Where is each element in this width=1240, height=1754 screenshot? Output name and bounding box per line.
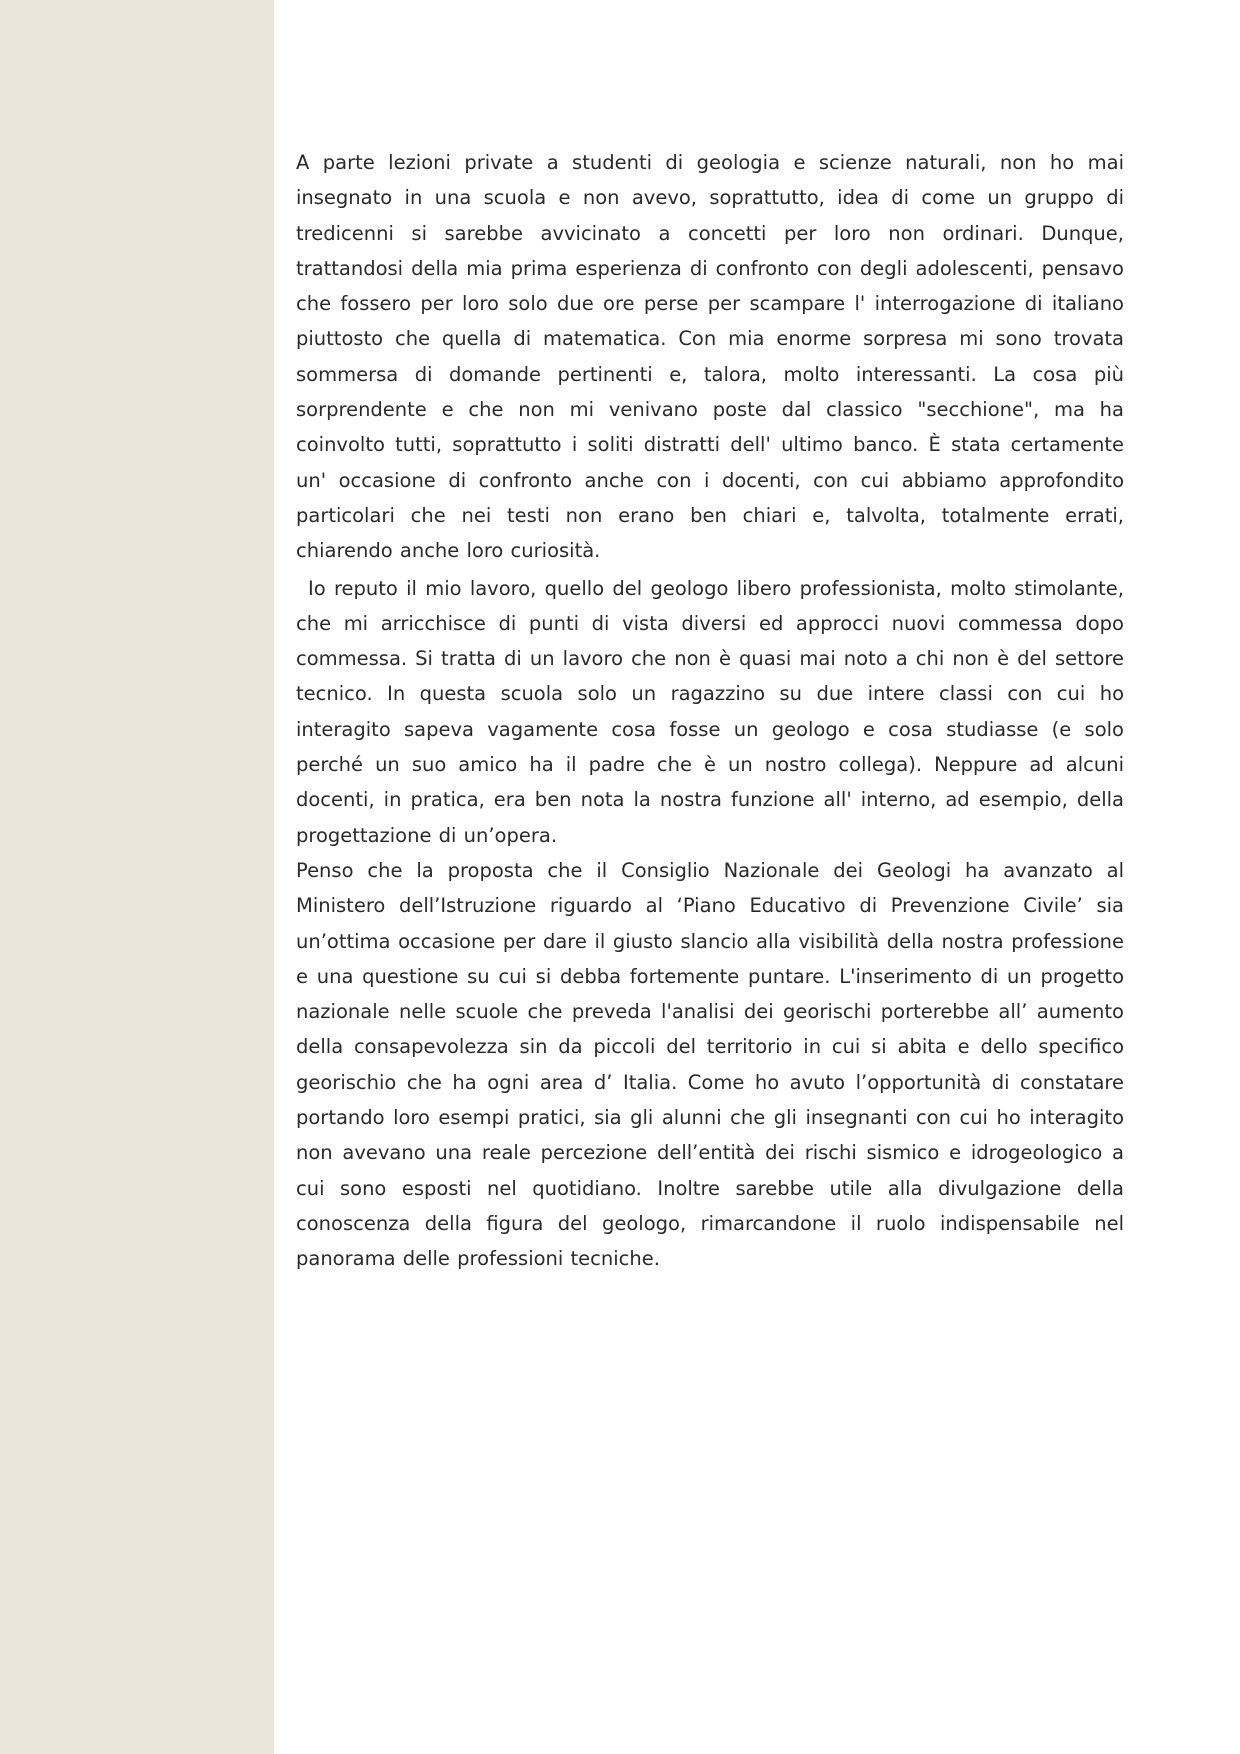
paragraph-1: A parte lezioni private a studenti di geologia e scienze naturali, non ho mai insegnato in una scuola e non avevo, soprattutto, idea di come un gruppo di tredicenni si sarebbe avvicinato a concetti per loro non ordinari. Dunque, trattandosi della mia prima esperienza di confronto con degli adolescenti, pensavo che fossero per loro solo due ore perse per scampare l' interrogazione di italiano piuttosto che quella di matematica. Con mia enorme sorpresa mi sono trovata sommersa di domande pertinenti e, talora, molto interessanti. La cosa più sorprendente e che non mi venivano poste dal classico "secchione", ma ha coinvolto tutti, soprattutto i soliti distratti dell' ultimo banco. È stata certamente un' occasione di confronto anche con i docenti, con cui abbiamo approfondito particolari che nei testi non erano ben chiari e, talvolta, totalmente errati, chiarendo anche loro curiosità. — [296, 151, 1124, 563]
paragraph-2: Io reputo il mio lavoro, quello del geologo libero professionista, molto stimolante, che mi arricchisce di punti di vista diversi ed approcci nuovi commessa dopo commessa. Si tratta di un lavoro che non è quasi mai noto a chi non è del settore tecnico. In questa scuola solo un ragazzino su due intere classi con cui ho interagito sapeva vagamente cosa fosse un geologo e cosa studiasse (e solo perché un suo amico ha il padre che è un nostro collega). Neppure ad alcuni docenti, in pratica, era ben nota la nostra funzione all' interno, ad esempio, della progettazione di un’opera. — [296, 576, 1124, 847]
page-body — [296, 145, 1124, 1277]
sidebar-band — [0, 0, 274, 1754]
paragraph-3: Penso che la proposta che il Consiglio Nazionale dei Geologi ha avanzato al Ministero dell’Istruzione riguardo al ‘Piano Educativo di Prevenzione Civile’ sia un’ottima occasione per dare il giusto slancio alla visibilità della nostra professione e una questione su cui si debba fortemente puntare. L'inserimento di un progetto nazionale nelle scuole che preveda l'analisi dei georischi porterebbe all’ aumento della consapevolezza sin da piccoli del territorio in cui si abita e dello specifico georischio che ha ogni area d’ Italia. Come ho avuto l’opportunità di constatare portando loro esempi pratici, sia gli alunni che gli insegnanti con cui ho interagito non avevano una reale percezione dell’entità dei rischi sismico e idrogeologico a cui sono esposti nel quotidiano. Inoltre sarebbe utile alla divulgazione della conoscenza della figura del geologo, rimarcandone il ruolo indispensabile nel panorama delle professioni tecniche. — [296, 858, 1124, 1271]
